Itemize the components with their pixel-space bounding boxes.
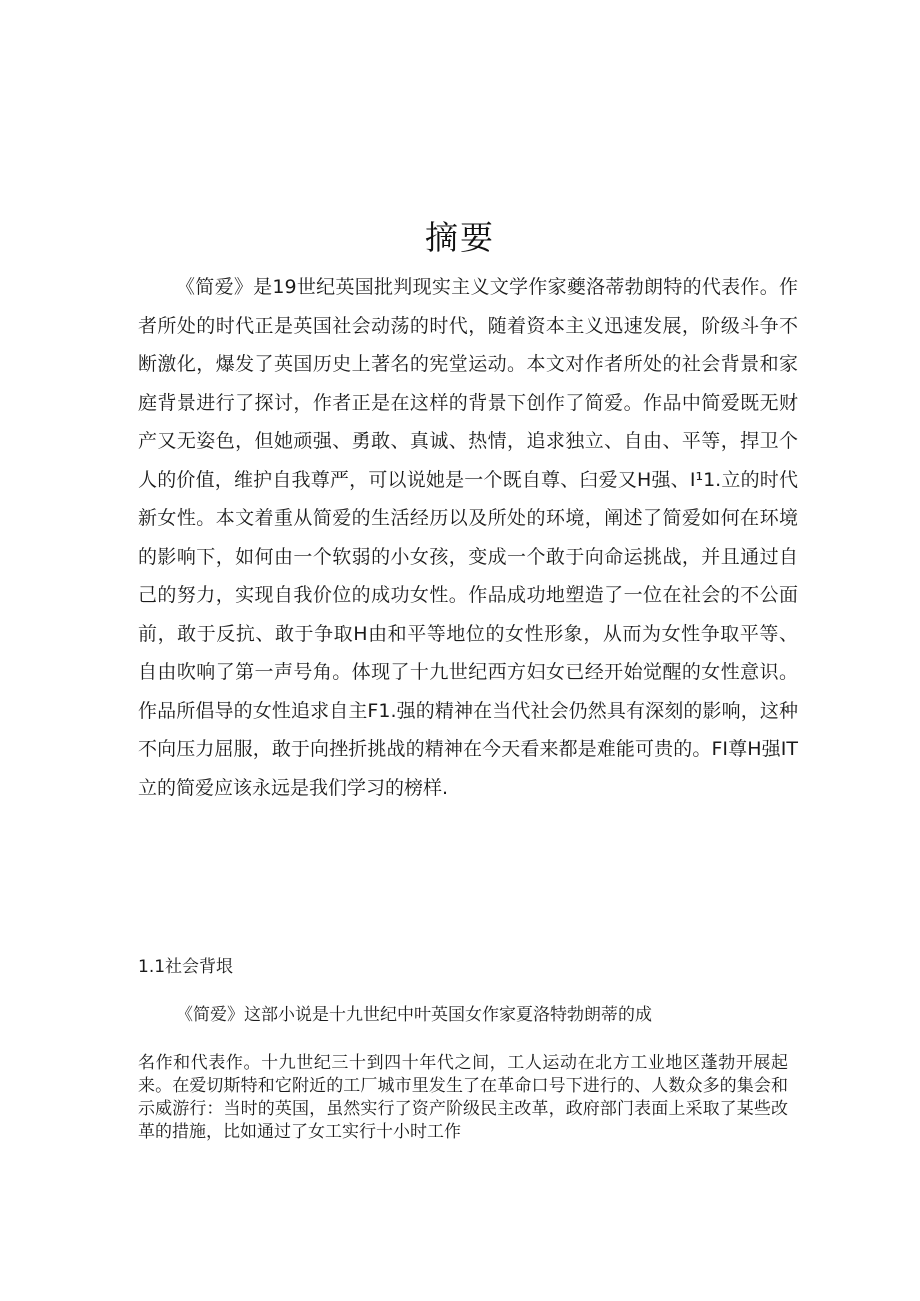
section-heading: 1.1社会背垠 bbox=[138, 957, 234, 977]
section-body-paragraph: 名作和代表作。十九世纪三十到四十年代之间，工人运动在北方工业地区蓬勃开展起来。在爱切斯特和它附近的工厂城市里发生了在革命口号下进行的、人数众多的集会和示威游行：当时的英国，虽然实行了资产阶级民主改革，政府部门表面上采取了某些改革的措施，比如通过了女工实行十小时工作 bbox=[138, 1053, 788, 1142]
page-title: 摘要 bbox=[425, 218, 495, 257]
section-intro-line: 《简爱》这部小说是十九世纪中叶英国女作家夏洛特勃朗蒂的成 bbox=[176, 1005, 652, 1025]
abstract-paragraph: 《简爱》是19世纪英国批判现实主义文学作家夔洛蒂勃朗特的代表作。作者所处的时代正是英国社会动荡的时代，随着资本主义迅速发展，阶级斗争不断激化，爆发了英国历史上著名的宪堂运动。本文对作者所处的社会背景和家庭背景进行了探讨，作者正是在这样的背景下创作了简爱。作品中简爱既无财产又无姿色，但她顽强、勇敢、真诚、热情，追求独立、自由、平等，捍卫个人的价值，维护自我尊严，可以说她是一个既自尊、臼爱又H强、I¹1.立的时代新女性。本文着重从简爱的生活经历以及所处的环境，阐述了简爱如何在环境的影响下，如何由一个软弱的小女孩，变成一个敢于向命运挑战，并且通过自己的努力，实现自我价位的成功女性。作品成功地塑造了一位在社会的不公面前，敢于反抗、敢于争取H由和平等地位的女性形象，从而为女性争取平等、自由吹响了第一声号角。体现了十九世纪西方妇女已经开始觉醒的女性意识。作品所倡导的女性追求自主F1.强的精神在当代社会仍然具有深刻的影响，这种不向压力屈服，敢于向挫折挑战的精神在今天看来都是难能可贵的。FI尊H强IT立的简爱应该永远是我们学习的榜样. bbox=[138, 276, 798, 799]
